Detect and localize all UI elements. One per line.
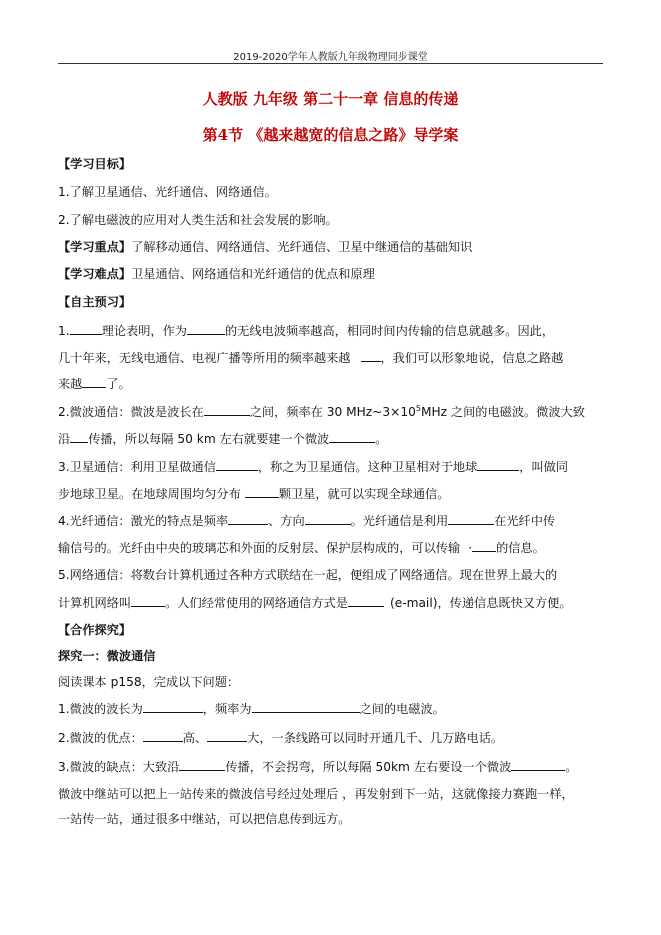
preview-item-4-line-2: 输信号的。光纤由中央的玻璃芯和外面的反射层、保护层构成的，可以传输 · 的信息。 xyxy=(58,541,545,555)
key-text: 了解移动通信、网络通信、光纤通信、卫星中继通信的基础知识 xyxy=(131,240,473,254)
preview-item-5-line-2: 计算机网络叫 。人们经常使用的网络通信方式是 (e-mail)，传递信息既快又方便。 xyxy=(58,596,572,610)
key-label: 【学习重点】 xyxy=(58,240,132,254)
preview-item-1-line-2: 几十年来，无线电通信、电视广播等所用的频率越来越 ，我们可以形象地说，信息之路越 xyxy=(58,351,564,365)
cooperation-heading: 【合作探究】 xyxy=(58,623,132,637)
preview-item-3-line-2: 步地球卫星。在地球周围均匀分布 颗卫星，就可以实现全球通信。 xyxy=(58,487,450,501)
preview-heading: 【自主预习】 xyxy=(58,295,132,309)
preview-item-3-line-1: 3.卫星通信：利用卫星做通信 ，称之为卫星通信。这种卫星相对于地球 ，叫做同 xyxy=(58,460,569,474)
preview-item-5-line-1: 5.网络通信：将数台计算机通过各种方式联结在一起，便组成了网络通信。现在世界上最大的 xyxy=(58,568,558,582)
difficulty-label: 【学习难点】 xyxy=(58,267,132,281)
key-points xyxy=(58,239,618,255)
blank xyxy=(143,700,203,713)
blank xyxy=(216,458,258,471)
blank xyxy=(228,512,268,525)
title-line-1: 人教版 九年级 第二十一章 信息的传递 xyxy=(202,90,459,108)
difficult-points xyxy=(58,266,618,282)
blank xyxy=(252,700,360,713)
goals-heading: 【学习目标】 xyxy=(58,157,132,171)
blank xyxy=(207,729,247,742)
goal-1: 1.了解卫星通信、光纤通信、网络通信。 xyxy=(58,185,277,199)
blank xyxy=(511,758,565,771)
blank xyxy=(82,375,106,388)
title-line-2: 第4节 《越来越宽的信息之路》导学案 xyxy=(202,126,459,144)
relay-paragraph-line-1: 微波中继站可以把上一站传来的微波信号经过处理后 ，再发射到下一站，这就像接力赛跑一样， xyxy=(58,787,574,801)
preview-item-4-line-1: 4.光纤通信：激光的特点是频率 、方向 。光纤通信是利用 在光纤中传 xyxy=(58,514,556,528)
page-header: 2019-2020学年人教版九年级物理同步课堂 xyxy=(233,52,428,63)
blank xyxy=(305,512,351,525)
preview-item-2-line-2: 沿 传播，所以每隔 50 km 左右就要建一个微波 。 xyxy=(58,432,388,446)
preview-item-2-line-1: 2.微波通信：微波是波长在 之间，频率在 30 $MHz\sim 3\times 10^5MHz$ 之间的电磁波。微波大致 xyxy=(58,403,585,419)
reading-instruction: 阅读课本 p158，完成以下问题： xyxy=(58,675,240,689)
blank xyxy=(179,758,225,771)
blank xyxy=(131,594,165,607)
blank xyxy=(477,458,519,471)
difficulty-text: 卫星通信、网络通信和光纤通信的优点和原理 xyxy=(131,267,375,281)
preview-item-1-line-1: 1. 理论表明，作为 的无线电波频率越高，相同时间内传输的信息就越多。因此， xyxy=(58,324,555,338)
blank xyxy=(361,349,381,362)
relay-paragraph-line-2: 一站传一站，通过很多中继站，可以把信息传到远方。 xyxy=(58,812,351,826)
blank xyxy=(348,594,384,607)
blank xyxy=(472,539,496,552)
question-1: 1.微波的波长为 ，频率为 之间的电磁波。 xyxy=(58,702,445,716)
goal-2: 2.了解电磁波的应用对人类生活和社会发展的影响。 xyxy=(58,213,338,227)
blank xyxy=(245,485,279,498)
preview-item-1-line-3: 来越 了。 xyxy=(58,377,131,391)
blank xyxy=(70,322,102,335)
blank xyxy=(70,430,88,443)
question-2: 2.微波的优点： 高、 大，一条线路可以同时开通几千、几万路电话。 xyxy=(58,731,504,745)
explore-1-heading: 探究一：微波通信 xyxy=(58,649,156,663)
header-rule xyxy=(58,63,603,64)
blank xyxy=(448,512,494,525)
blank xyxy=(187,322,225,335)
blank xyxy=(329,430,375,443)
blank xyxy=(204,403,250,416)
blank xyxy=(143,729,183,742)
question-3: 3.微波的缺点：大致沿 传播，不会拐弯，所以每隔 50km 左右要设一个微波 。 xyxy=(58,760,578,774)
